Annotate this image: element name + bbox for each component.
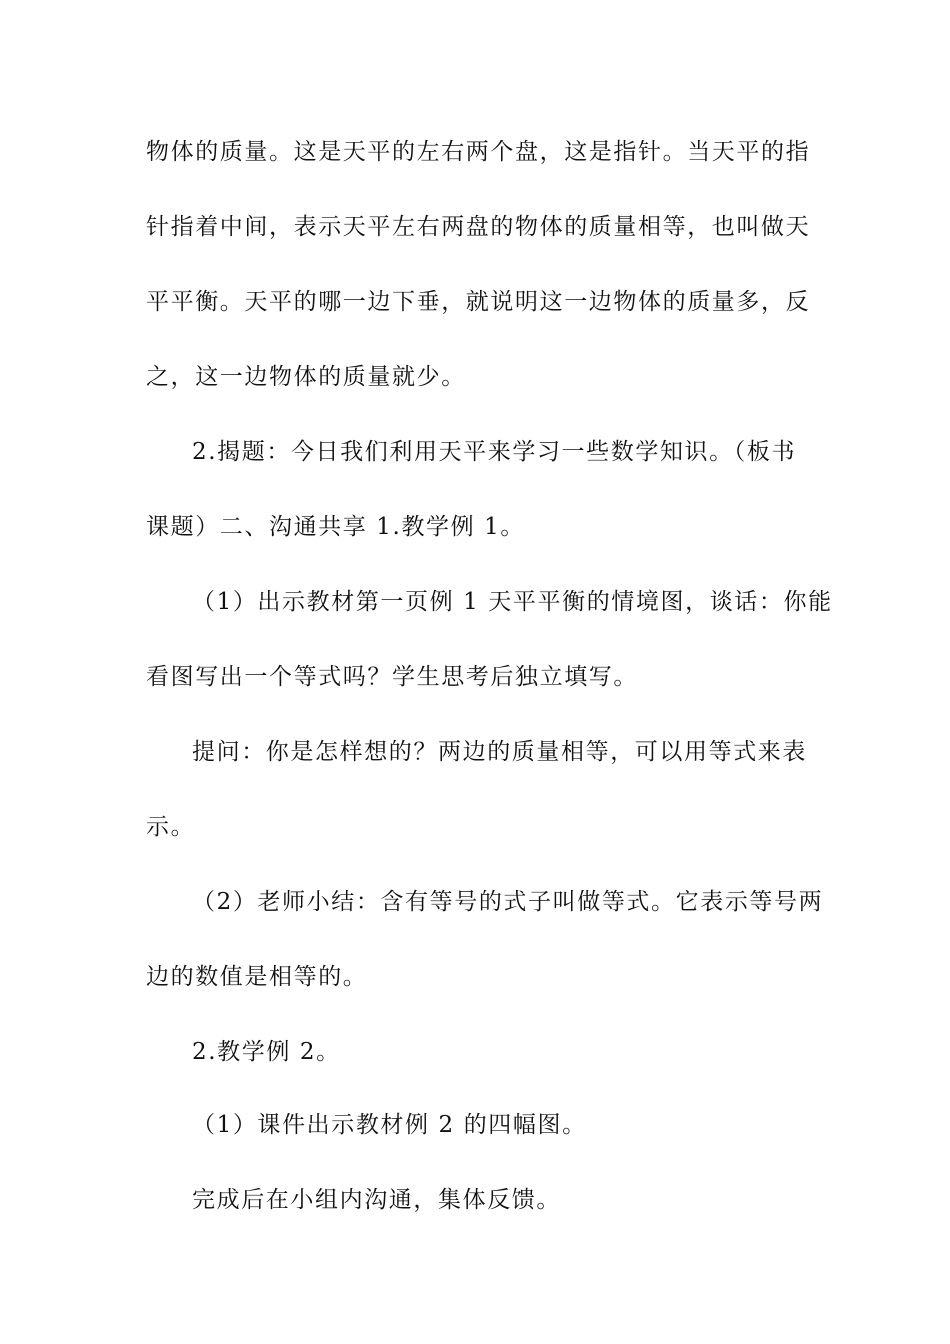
paragraph-line: 看图写出一个等式吗？学生思考后独立填写。 — [146, 664, 638, 690]
paragraph-line: 物体的质量。这是天平的左右两个盘，这是指针。当天平的指 — [146, 139, 811, 165]
paragraph-line: 课题）二、沟通共享 1.教学例 1。 — [146, 514, 525, 540]
paragraph-line: 平平衡。天平的哪一边下垂，就说明这一边物体的质量多，反 — [146, 289, 811, 315]
paragraph-line: （1）出示教材第一页例 1 天平平衡的情境图，谈话：你能 — [192, 589, 833, 615]
paragraph-line: 示。 — [146, 814, 196, 840]
paragraph-line: 完成后在小组内沟通，集体反馈。 — [192, 1187, 561, 1213]
paragraph-line: 边的数值是相等的。 — [146, 964, 368, 990]
paragraph-line: 2.教学例 2。 — [192, 1039, 341, 1065]
paragraph-line: （1）课件出示教材例 2 的四幅图。 — [192, 1112, 587, 1138]
paragraph-line: 2.揭题：今日我们利用天平来学习一些数学知识。（板书 — [192, 439, 797, 465]
paragraph-line: （2）老师小结：含有等号的式子叫做等式。它表示等号两 — [192, 889, 824, 915]
paragraph-line: 提问：你是怎样想的？两边的质量相等，可以用等式来表 — [192, 739, 807, 765]
paragraph-line: 之，这一边物体的质量就少。 — [146, 364, 466, 390]
paragraph-line: 针指着中间，表示天平左右两盘的物体的质量相等，也叫做天 — [146, 214, 811, 240]
